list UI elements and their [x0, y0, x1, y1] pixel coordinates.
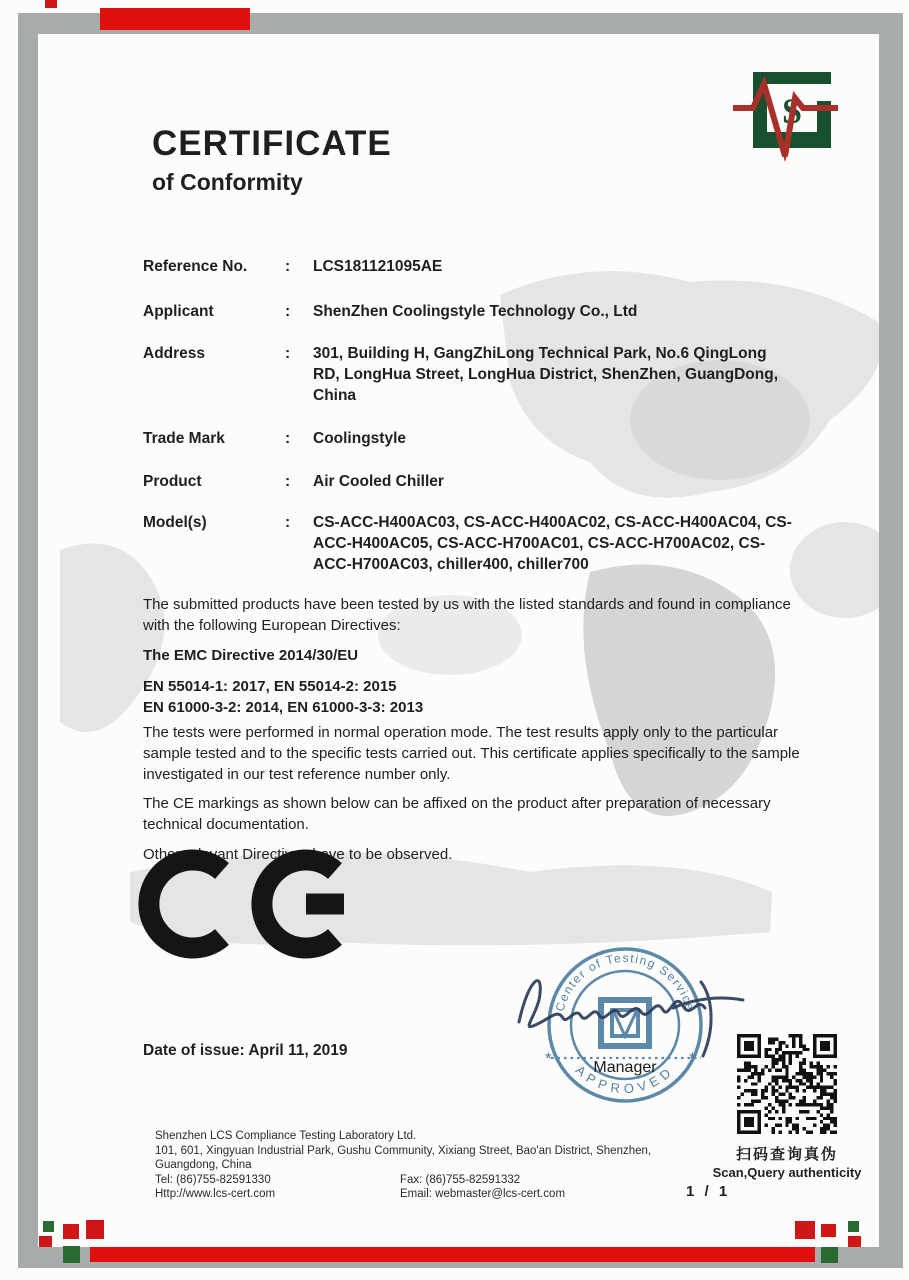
corner-ornament [63, 1224, 79, 1239]
field-value: ShenZhen Coolingstyle Technology Co., Ltd [313, 303, 638, 320]
qr-caption-en: Scan,Query authenticity [712, 1165, 862, 1180]
corner-ornament [848, 1221, 859, 1232]
date-label: Date of issue: [143, 1042, 245, 1059]
stamp-star-right: * [689, 1049, 696, 1068]
field-value: LCS181121095AE [313, 258, 443, 275]
corner-ornament [795, 1221, 815, 1239]
ce-mark-icon [136, 848, 371, 960]
certificate-subtitle: of Conformity [152, 169, 303, 195]
field-colon: : [285, 430, 291, 447]
ce-note: The CE markings as shown below can be affixed on the product after preparation of necessary technical documentation. [143, 795, 771, 833]
field-label: Product [143, 473, 202, 490]
corner-ornament-topleft [45, 0, 57, 8]
lcs-logo-icon [733, 70, 838, 170]
other-directives-note: Other relevant Directives have to be observed. [143, 846, 453, 863]
field-colon: : [285, 258, 291, 275]
issuer-email: Email: webmaster@lcs-cert.com [400, 1188, 566, 1200]
field-colon: : [285, 345, 291, 362]
corner-ornament [848, 1236, 861, 1247]
tests-note: The tests were performed in normal operation mode. The test results apply only to the particular sample tested and to the specific tests carried out. This certificate applies specifically to the sample investigated in our test reference number only. [143, 724, 800, 783]
field-value: 301, Building H, GangZhiLong Technical Park, No.6 QingLong RD, LongHua Street, LongHua District, ShenZhen, GuangDong, China [313, 345, 778, 404]
certificate-body [143, 256, 803, 865]
top-red-bar [100, 8, 250, 30]
frame-left [18, 13, 38, 1268]
certificate-title: CERTIFICATE [152, 124, 392, 163]
issuer-tel: Tel: (86)755-82591330 [155, 1173, 271, 1186]
standards-line: EN 55014-1: 2017, EN 55014-2: 2015 [143, 678, 397, 695]
field-label: Reference No. [143, 258, 248, 275]
bottom-red-bar [90, 1247, 815, 1262]
field-colon: : [285, 514, 291, 531]
stamp-ring-text-top: Center of Testing Service [552, 950, 698, 1013]
issuer-address-line2: Guangdong, China [155, 1159, 252, 1171]
field-applicant [143, 301, 803, 322]
issuer-website: Http://www.lcs-cert.com [155, 1188, 276, 1200]
stamp-role-label: Manager [593, 1059, 657, 1076]
field-value: Air Cooled Chiller [313, 473, 444, 490]
field-address [143, 343, 803, 406]
field-label: Trade Mark [143, 430, 225, 447]
field-label: Address [143, 345, 206, 362]
date-of-issue [143, 1042, 347, 1060]
intro-paragraph: The submitted products have been tested by us with the listed standards and found in compliance with the following European Directives: [143, 596, 791, 634]
page-number: 1 / 1 [686, 1183, 731, 1200]
issuer-footer [155, 1129, 755, 1202]
emc-directive: The EMC Directive 2014/30/EU [143, 647, 359, 664]
field-label: Applicant [143, 303, 214, 320]
field-value: CS-ACC-H400AC03, CS-ACC-H400AC02, CS-ACC-H400AC04, CS-ACC-H400AC05, CS-ACC-H700AC01, CS-ACC-H700AC02, CS-ACC-H700AC03, chiller400, chiller700 [313, 514, 792, 573]
field-models [143, 512, 803, 575]
frame-right [879, 13, 903, 1268]
field-colon: : [285, 473, 291, 490]
qr-caption-zh: 扫码查询真伪 [735, 1146, 838, 1163]
standards-list [143, 676, 803, 718]
field-product [143, 471, 803, 492]
issuer-company: Shenzhen LCS Compliance Testing Laboratory Ltd. [155, 1130, 417, 1142]
field-label: Model(s) [143, 514, 207, 531]
title-block [152, 126, 392, 196]
issuer-fax: Fax: (86)755-82591332 [400, 1173, 521, 1186]
field-colon: : [285, 303, 291, 320]
field-value: Coolingstyle [313, 430, 407, 447]
stamp-star-left: * [545, 1049, 552, 1068]
field-trade-mark [143, 428, 803, 449]
logo-letter: S [781, 91, 803, 131]
corner-ornament [43, 1221, 54, 1232]
corner-ornament [86, 1220, 104, 1239]
qr-code [737, 1034, 837, 1134]
date-value: April 11, 2019 [248, 1042, 348, 1059]
issuer-address-line1: 101, 601, Xingyuan Industrial Park, Gushu Community, Xixiang Street, Bao'an District, Shenzhen, [155, 1144, 652, 1157]
corner-ornament [39, 1236, 52, 1247]
corner-ornament [821, 1224, 836, 1237]
corner-ornament [63, 1246, 80, 1263]
corner-ornament [821, 1247, 838, 1263]
stamp-ring-text-bottom: APPROVED [572, 1062, 678, 1097]
standards-line: EN 61000-3-2: 2014, EN 61000-3-3: 2013 [143, 699, 424, 716]
field-reference-no [143, 256, 803, 277]
